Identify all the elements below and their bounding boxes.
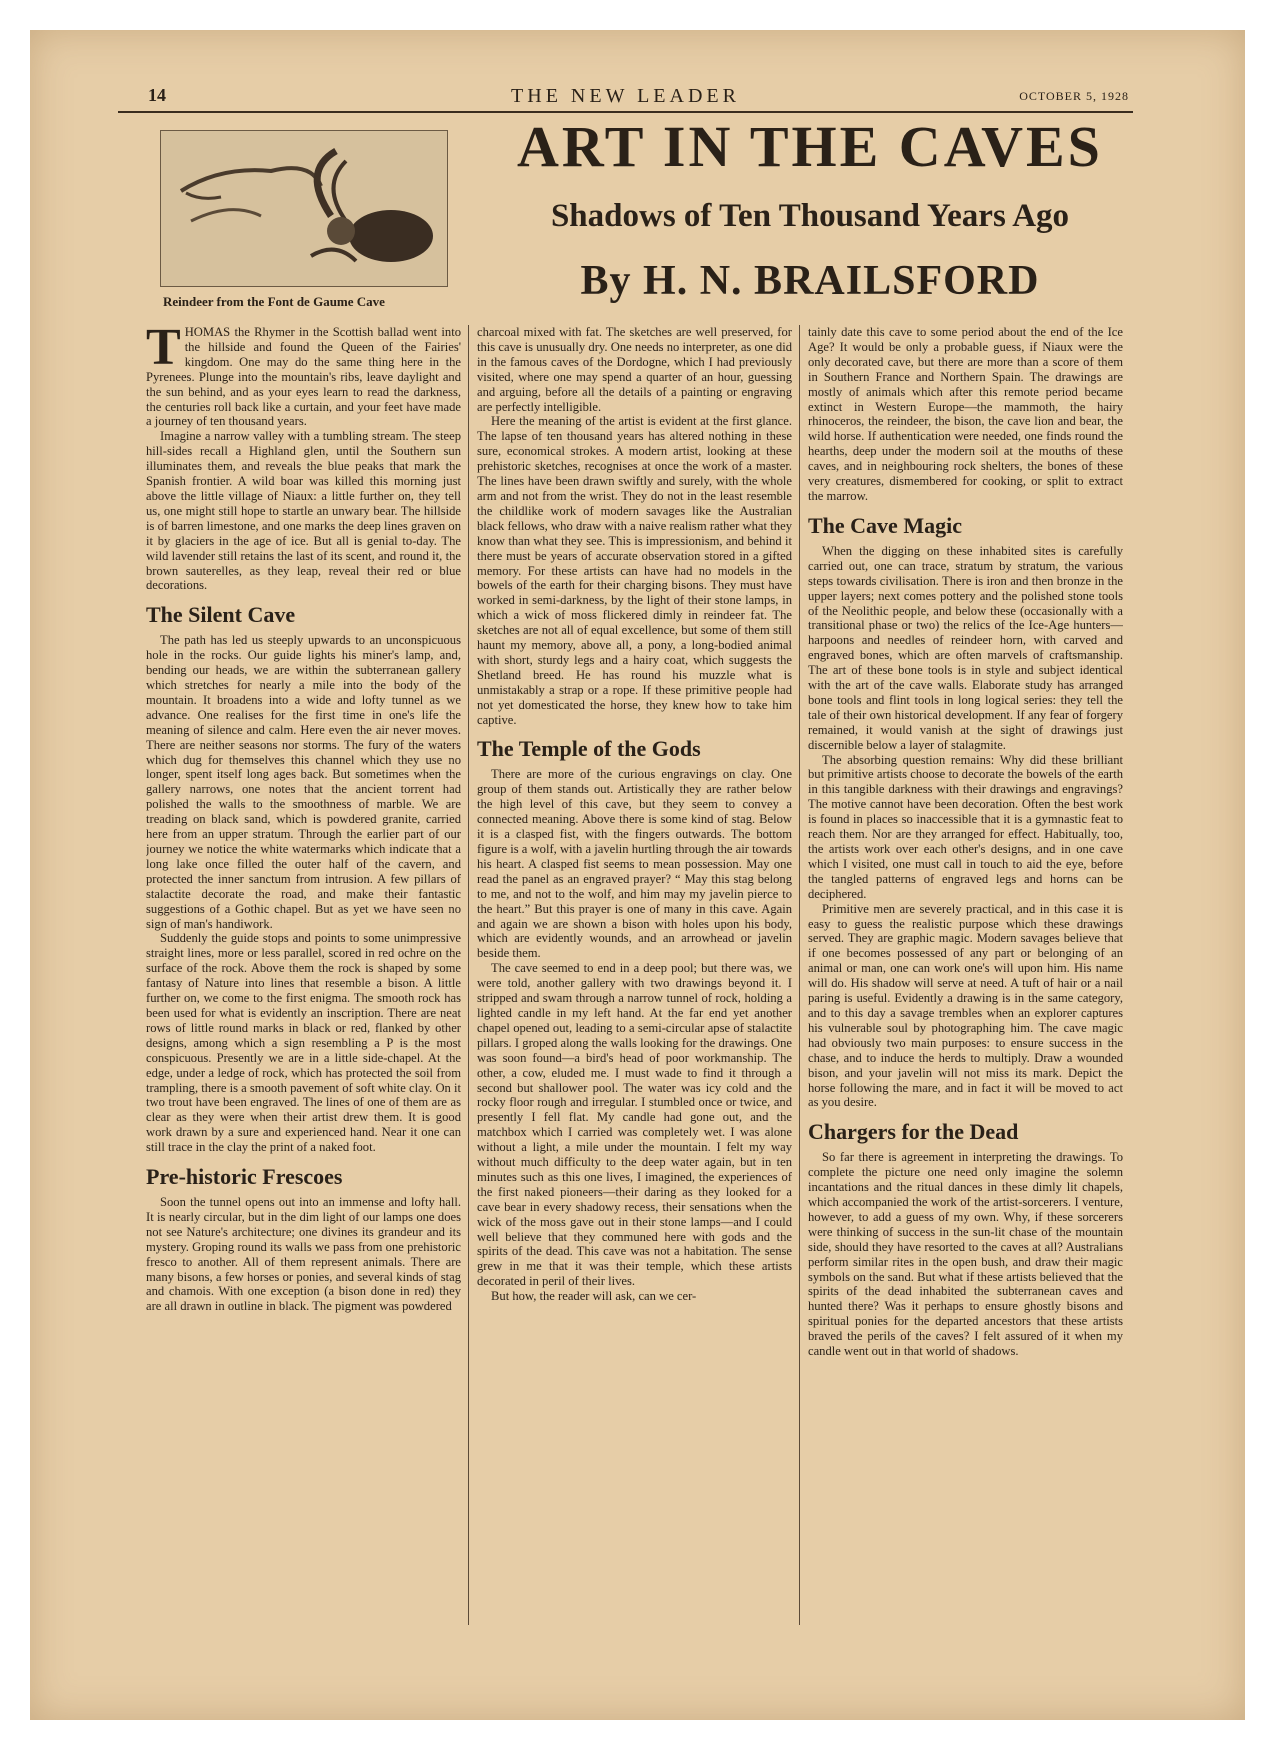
article-column-2 (477, 325, 792, 1670)
paragraph: Primitive men are severely practical, and in this case it is easy to guess the realistic purpose which these drawings served. They are graphic magic. Modern savages believe that if one becomes possessed of any part or belonging of an animal or man, one can work one's will upon him. His name will do. His shadow will serve at need. A tuft of hair or a nail paring is useful. Evidently a drawing is in the same category, and to this day a savage trembles when an explorer captures his vulnerable soul by photographing him. The cave magic had obviously two main purposes: to ensure success in the chase, and to induce the herds to multiply. Draw a wounded bison, and your javelin will not miss its mark. Depict the horse following the mare, and in fact it will be moved to act as you desire. (808, 901, 1123, 1110)
photo-caption: Reindeer from the Font de Gaume Cave (163, 294, 385, 309)
paragraph: Imagine a narrow valley with a tumbling stream. The steep hill-sides recall a Highland glen, until the Southern sun illuminates them, and reveals the blue peaks that mark the Spanish frontier. A wild boar was killed this morning just above the little village of Niaux: a little further on, they tell us, one might still hope to startle an unwary bear. The hillside is of barren limestone, and one marks the deep lines graven on it by glaciers in the age of ice. But all is genial to-day. The wild lavender still retains the last of its scent, and round it, the brown sauterelles, as they leap, reveal their red or blue decorations. (146, 429, 461, 593)
column-rule (468, 325, 469, 1625)
drop-cap: T (146, 325, 181, 376)
section-heading-silent-cave: The Silent Cave (146, 602, 296, 628)
paragraph: But how, the reader will ask, can we cer- (491, 1289, 697, 1304)
article-byline: By H. N. BRAILSFORD (580, 258, 1040, 304)
paragraph: Here the meaning of the artist is evident at the first glance. The lapse of ten thousand years has altered nothing in these sure, economical strokes. A modern artist, looking at these prehistoric sketches, recognises at once the work of a master. The lines have been drawn swiftly and surely, with the whole arm and not from the wrist. They do not in the least resemble the childlike work of modern savages like the Australian black fellows, who draw with a naive realism rather what they know than what they see. This is impressionism, and behind it there must be years of accurate observation stored in a gifted memory. For these artists can have had no models in the bowels of the earth for their charging bisons. They must have worked in semi-darkness, by the light of their stone lamps, in which a wick of moss flickered dimly in reindeer fat. The sketches are not all of equal excellence, but some of them still haunt my memory, above all, a pony, a long-bodied animal with short, sturdy legs and a hairy coat, which suggests the Shetland breed. He has round his muzzle what is unmistakably a strap or a rope. If these primitive people had not yet domesticated the horse, they knew how to take him captive. (477, 414, 792, 727)
paragraph: Suddenly the guide stops and points to some unimpressive straight lines, more or less parallel, scored in red ochre on the surface of the rock. Above them the rock is shaped by some fantasy of Nature into lines that resemble a bison. A little further on, we come to the first enigma. The smooth rock has been used for what is evidently an inscription. There are neat rows of little round marks in black or red, flanked by other designs, among which a sign resembling a P is the most conspicuous. Presently we are in a little side-chapel. At the edge, under a ledge of rock, which has protected the soil from trampling, there is a smooth pavement of soft white clay. On it two trout have been engraved. The lines of one of them are as clear as they were when their artist drew them. It is good work drawn by a sure and experienced hand. Near it one can still trace in the clay the print of a naked foot. (146, 931, 461, 1155)
page-number: 14 (148, 85, 166, 105)
paragraph: The absorbing question remains: Why did these brilliant but primitive artists choose to decorate the bowels of the earth in this tangible darkness with their drawings and engravings? The motive cannot have been decoration. Often the best work is found in places so inaccessible that it is a gymnastic feat to reach them. Nor are they arranged for effect. Habitually, too, the artists work over each other's designs, and in one cave which I visited, one must call in touch to aid the eye, before the tangled patterns of engraved legs and horns can be deciphered. (808, 752, 1123, 901)
section-heading-chargers-for-the-dead: Chargers for the Dead (808, 1119, 1019, 1145)
paragraph: Soon the tunnel opens out into an immense and lofty hall. It is nearly circular, but in the dim light of our lamps one does not see Nature's architecture; one divines its grandeur and its mystery. Groping round its walls we pass from one prehistoric fresco to another. All of them represent animals. There are many bisons, a few horses or ponies, and several kinds of stag and chamois. With one exception (a bison done in red) they are all drawn in outline in black. The pigment was powdered (146, 1195, 461, 1314)
paragraph: When the digging on these inhabited sites is carefully carried out, one can trace, stratum by stratum, the various steps towards civilisation. There is iron and then bronze in the upper layers; next comes pottery and the polished stone tools of the Neolithic people, and below these (occasionally with a transitional phase or two) the relics of the Ice-Age hunters—harpoons and needles of reindeer horn, with carved and engraved bones, which are often marvels of craftsmanship. The art of these bone tools is in style and subject identical with the art of the cave walls. Elaborate study has arranged bone tools and flint tools in long logical series: they tell the tale of their own historical development. If any fear of forgery remained, it would vanish at the sight of drawings just discernible below a layer of stalagmite. (808, 543, 1123, 752)
paragraph: charcoal mixed with fat. The sketches are well preserved, for this cave is unusually dry. One needs no interpreter, as one did in the famous caves of the Dordogne, which I had previously visited, where one may spend a quarter of an hour, guessing and arguing, before all the details of a painting or engraving are perfectly intelligible. (477, 325, 792, 414)
article-headline: ART IN THE CAVES (517, 114, 1103, 179)
paragraph: So far there is agreement in interpreting the drawings. To complete the picture one need only imagine the solemn incantations and the ritual dances in these dimly lit chapels, which accompanied the work of the artist-sorcerers. I venture, however, to add a guess of my own. Why, if these sorcerers were thinking of success in the sun-lit chase of the mountain side, should they have resorted to the caves at all? Australians perform similar rites in the open bush, and draw their magic symbols on the sand. But what if these artists believed that the spirits of the dead inhabited the subterranean caves and hunted there? Was it perhaps to ensure ghostly bisons and spiritual ponies for the departed ancestors that these artists braved the perils of the caves? I felt assured of it when my candle went out in that world of shadows. (808, 1150, 1123, 1359)
paragraph: The path has led us steeply upwards to an unconspicuous hole in the rocks. Our guide lights his miner's lamp, and, bending our heads, we are within the subterranean gallery which stretches for nearly a mile into the body of the mountain. It broadens into a wide and lofty tunnel as we advance. One realises for the first time in one's life the meaning of silence and calm. Here even the air never moves. There are neither seasons nor storms. The fury of the waters which dug for themselves this channel which they use no longer, spent itself long ages back. But sometimes when the gallery narrows, one notes that the ancient torrent had polished the walls to the smoothness of marble. We are treading on black sand, which is powdered granite, carried here from an upper stratum. Through the earlier part of our journey we notice the white watermarks which indicate that a long lake once filled the outer half of the cavern, and protected the inner sanctum from intrusion. A few pillars of stalactite decorate the road, and make their fantastic suggestions of a Gothic chapel. But as yet we have seen no sign of man's handiwork. (146, 633, 461, 931)
newspaper-name: THE NEW LEADER (511, 85, 740, 107)
issue-date: OCTOBER 5, 1928 (1019, 89, 1129, 103)
paragraph: There are more of the curious engravings on clay. One group of them stands out. Artistically they are rather below the high level of this cave, but they seem to convey a connected meaning. Above there is some kind of stag. Below it is a clasped fist, with the fingers outwards. The bottom figure is a wolf, with a javelin hurtling through the air towards his heart. A clasped fist seems to mean possession. May one read the panel as an engraved prayer? “ May this stag belong to me, and not to the wolf, and him may my javelin pierce to the heart.” But this prayer is one of many in this cave. Again and again we are shown a bison with holes upon his body, which are evidently wounds, and an arrowhead or javelin beside them. (477, 767, 792, 961)
section-heading-cave-magic: The Cave Magic (808, 512, 962, 538)
paragraph: tainly date this cave to some period about the end of the Ice Age? It would be only a probable guess, if Niaux were the only decorated cave, but there are more than a score of them in Southern France and Northern Spain. The drawings are mostly of animals which after this remote period became extinct in Western Europe—the mammoth, the hairy rhinoceros, the reindeer, the bison, the cave lion and bear, the wild horse. If authentication were needed, one finds round the hearths, deep under the modern soil at the mouths of these caves, and in neighbouring rock shelters, the bones of these very creatures, dismembered for cooking, or split to extract the marrow. (808, 325, 1123, 503)
article-subheadline: Shadows of Ten Thousand Years Ago (550, 198, 1070, 234)
masthead (118, 85, 1133, 113)
paragraph: THOMAS the Rhymer in the Scottish ballad went into the hillside and found the Queen of the Fairies' kingdom. One may do the same thing here in the Pyrenees. Plunge into the mountain's ribs, leave daylight and the sun behind, and as your eyes learn to read the darkness, the centuries roll back like a curtain, and your feet have made a journey of ten thousand years. (146, 325, 461, 429)
section-heading-prehistoric-frescoes: Pre-historic Frescoes (146, 1164, 343, 1190)
article-column-3 (808, 325, 1123, 1670)
article-column-1 (146, 325, 461, 1670)
reindeer-drawing-image (161, 131, 447, 286)
column-rule (799, 325, 800, 1625)
section-heading-temple-of-the-gods: The Temple of the Gods (477, 736, 701, 762)
paragraph: The cave seemed to end in a deep pool; but there was, we were told, another gallery with two drawings beyond it. I stripped and swam through a narrow tunnel of rock, holding a lighted candle in my left hand. At the far end yet another chapel opened out, leading to a semi-circular apse of stalactite pillars. I groped along the walls looking for the drawings. One was soon found—a bird's head of poor workmanship. The other, a cow, eluded me. I must wade to find it through a second but shallower pool. The water was icy cold and the rocky floor rough and irregular. I stumbled once or twice, and presently I fell flat. My candle had gone out, and the matchbox which I carried was completely wet. I was alone without a light, a mile under the mountain. I felt my way without much difficulty to the deep water again, but in ten minutes such as this one lives, I imagined, the experiences of the first naked pioneers—their daring as they looked for a cave bear in every shadowy recess, their sensations when the wick of the moss gave out in their stone lamps—and I could well believe that they communed here with gods and the spirits of the dead. This cave was not a habitation. The sense grew in me that it was their temple, which these artists decorated in peril of their lives. (477, 961, 792, 1289)
reindeer-cave-drawing-photo (160, 130, 448, 287)
